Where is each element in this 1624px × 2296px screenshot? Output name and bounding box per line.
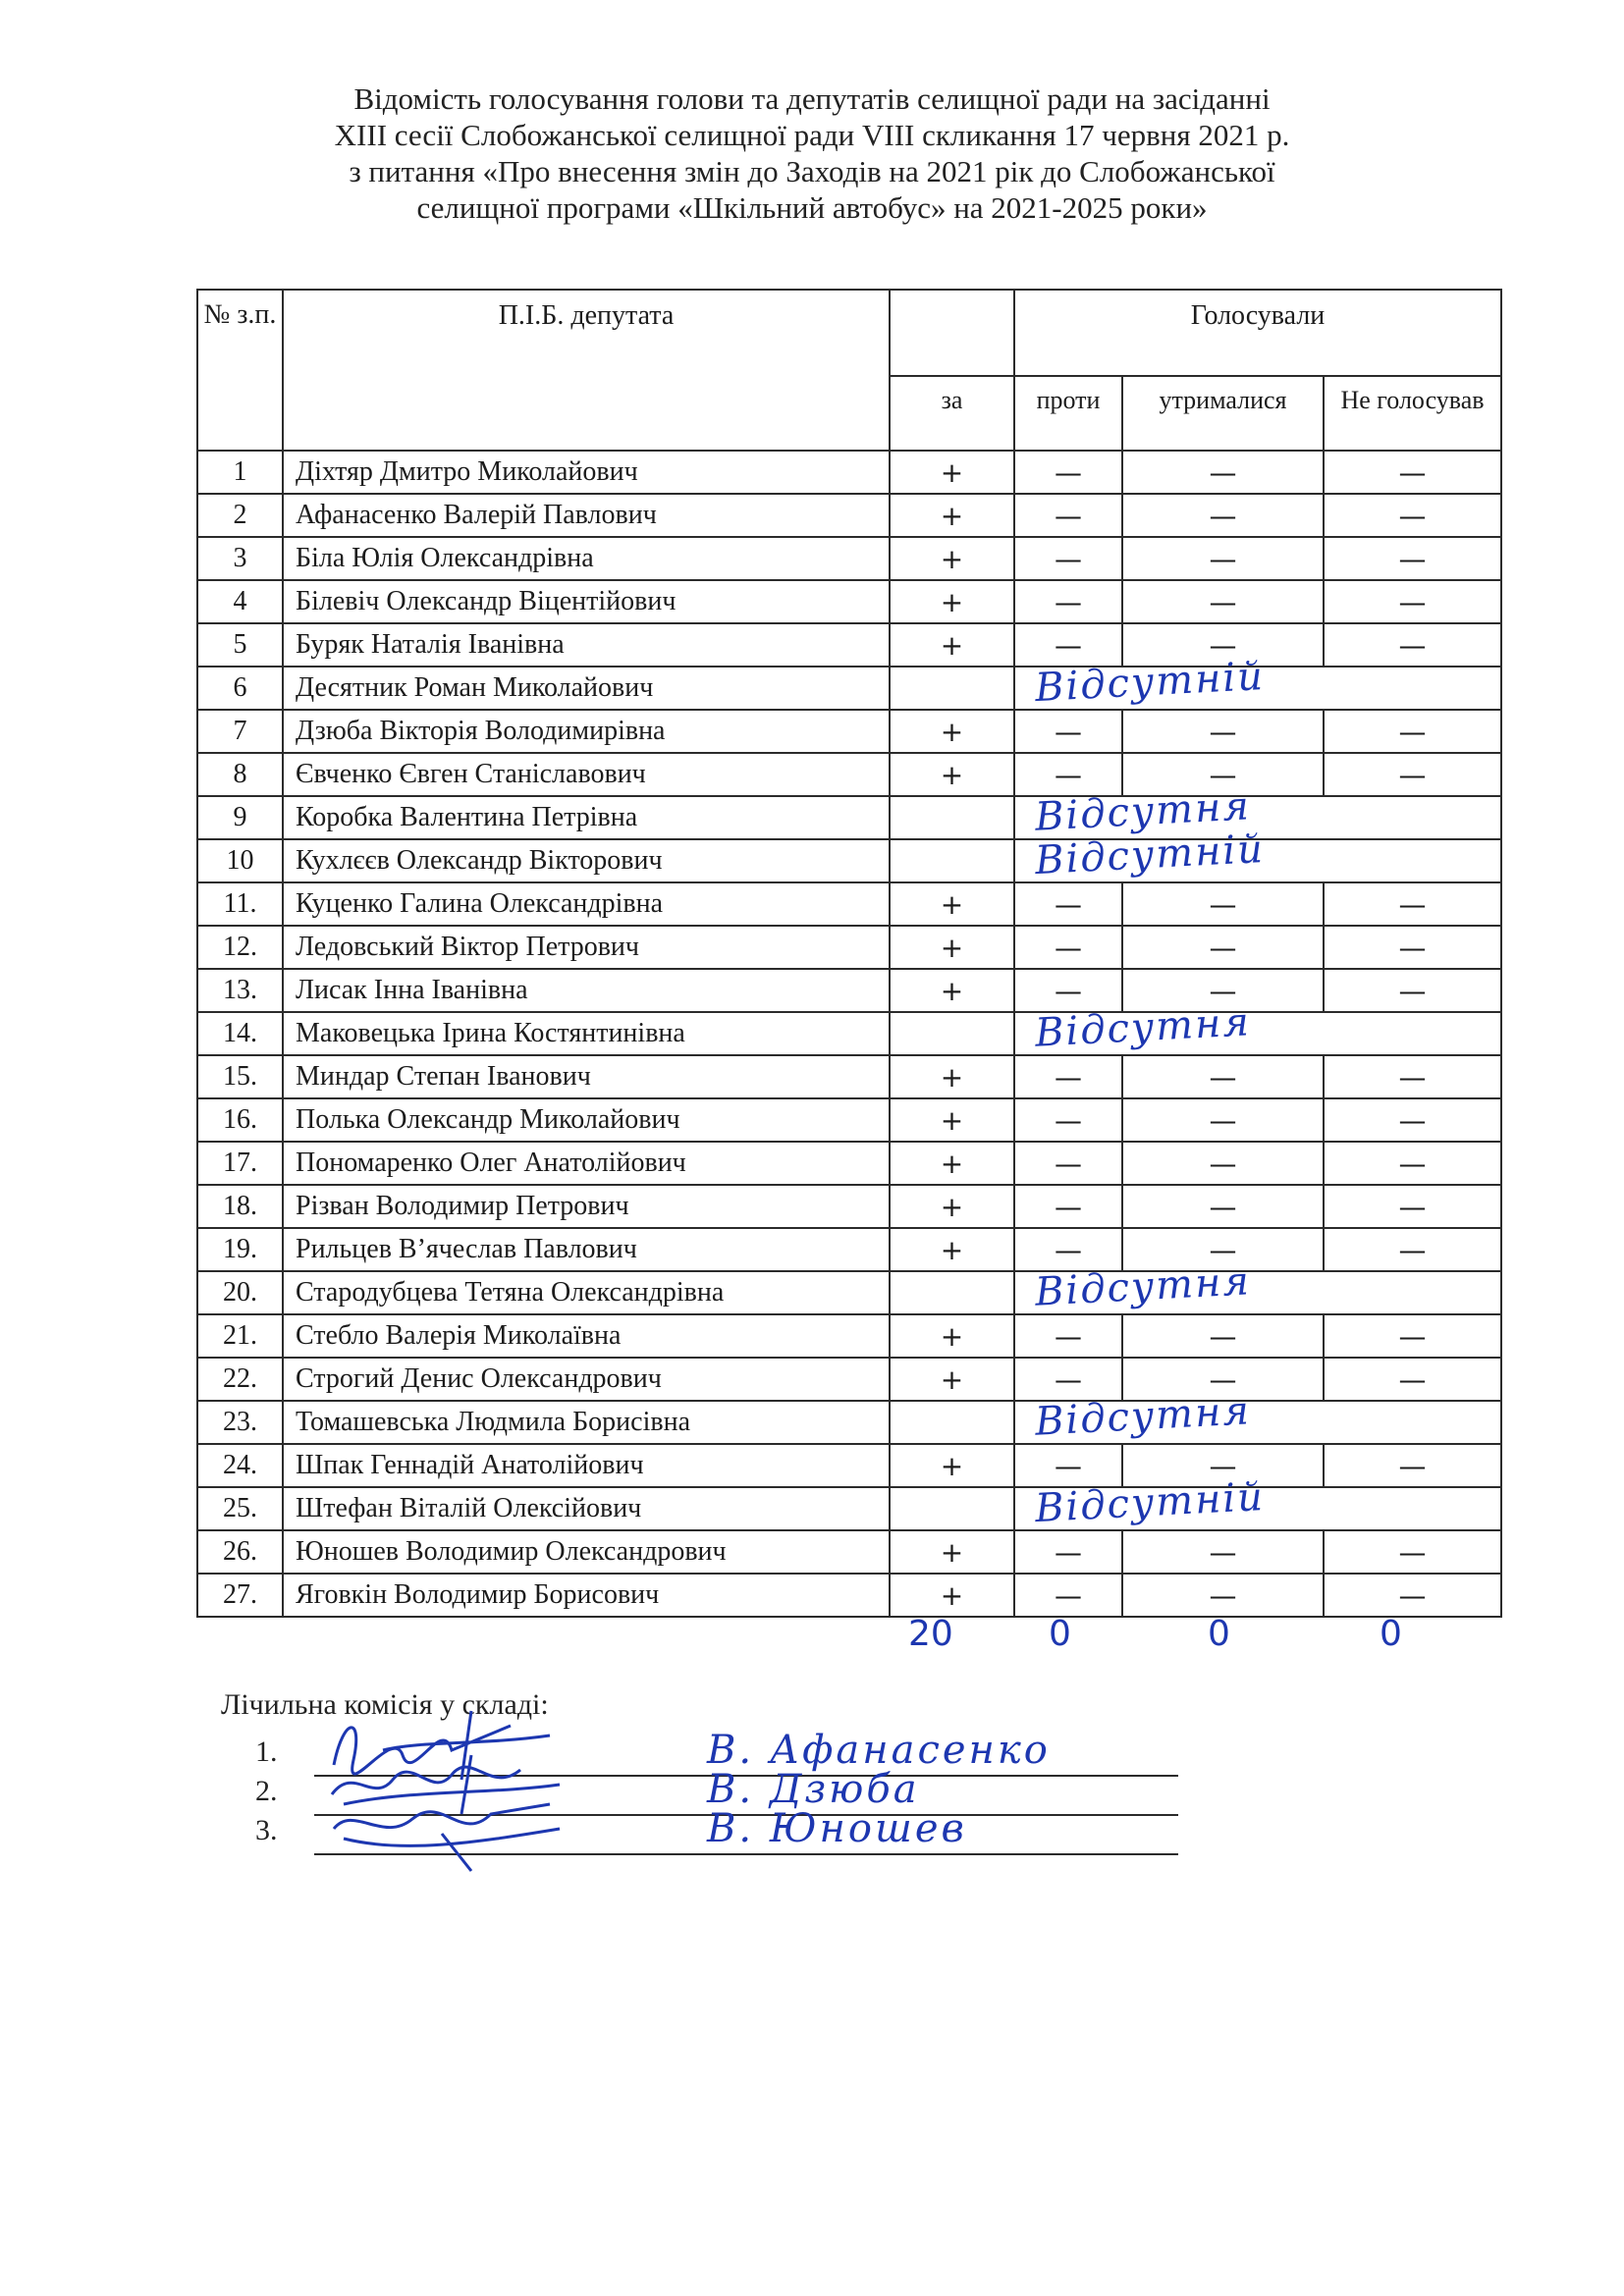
vote-ne-holosuvav-mark: —	[1324, 494, 1501, 537]
vote-za-cell	[890, 839, 1014, 882]
table-row	[197, 1444, 1501, 1487]
absent-note: Відсутній	[1033, 653, 1267, 712]
vote-za-mark: +	[890, 882, 1014, 926]
table-row	[197, 1401, 1501, 1444]
vote-proty-mark: —	[1014, 1142, 1122, 1185]
deputy-name: Дзюба Вікторія Володимирівна	[283, 710, 890, 753]
header-deputy-name: П.І.Б. депутата	[283, 290, 890, 451]
vote-za-mark: +	[890, 494, 1014, 537]
voting-table	[196, 289, 1502, 1618]
vote-za-mark: +	[890, 451, 1014, 494]
vote-proty-mark: —	[1014, 1055, 1122, 1098]
absent-cell	[1014, 1388, 1501, 1445]
row-number: 4	[197, 580, 283, 623]
vote-utrymalysia-mark: —	[1122, 1055, 1324, 1098]
table-row	[197, 1098, 1501, 1142]
deputy-name: Стебло Валерія Миколаївна	[283, 1314, 890, 1358]
vote-za-cell	[890, 1271, 1014, 1314]
vote-ne-holosuvav-mark: —	[1324, 1228, 1501, 1271]
table-row	[197, 580, 1501, 623]
row-number: 5	[197, 623, 283, 667]
vote-za-cell	[890, 1012, 1014, 1055]
vote-utrymalysia-mark: —	[1122, 1314, 1324, 1358]
total-za: 20	[908, 1614, 953, 1654]
deputy-name: Десятник Роман Миколайович	[283, 667, 890, 710]
row-number: 25.	[197, 1487, 283, 1530]
vote-ne-holosuvav-mark: —	[1324, 926, 1501, 969]
absent-cell	[1014, 1473, 1501, 1532]
vote-ne-holosuvav-mark: —	[1324, 1314, 1501, 1358]
member-name-handwritten: В. Дзюба	[707, 1767, 920, 1812]
vote-ne-holosuvav-mark: —	[1324, 1574, 1501, 1617]
vote-proty-mark: —	[1014, 1358, 1122, 1401]
row-number: 23.	[197, 1401, 283, 1444]
vote-za-mark: +	[890, 580, 1014, 623]
row-number: 10	[197, 839, 283, 882]
header-proty	[1014, 376, 1122, 451]
vote-proty-mark: —	[1014, 1228, 1122, 1271]
vote-za-mark: +	[890, 710, 1014, 753]
table-row	[197, 1314, 1501, 1358]
deputy-name: Афанасенко Валерій Павлович	[283, 494, 890, 537]
row-number: 13.	[197, 969, 283, 1012]
vote-utrymalysia-mark: —	[1122, 753, 1324, 796]
table-row	[197, 882, 1501, 926]
table-row	[197, 537, 1501, 580]
absent-cell	[1014, 1258, 1501, 1315]
vote-za-mark: +	[890, 1314, 1014, 1358]
table-row	[197, 1574, 1501, 1617]
deputy-name: Шпак Геннадій Анатолійович	[283, 1444, 890, 1487]
vote-proty-mark: —	[1014, 1098, 1122, 1142]
deputy-name: Біла Юлія Олександрівна	[283, 537, 890, 580]
table-row	[197, 796, 1501, 839]
vote-ne-holosuvav-mark: —	[1324, 969, 1501, 1012]
deputy-name: Рильцев В’ячеслав Павлович	[283, 1228, 890, 1271]
row-number: 16.	[197, 1098, 283, 1142]
deputy-name: Миндар Степан Іванович	[283, 1055, 890, 1098]
row-number: 15.	[197, 1055, 283, 1098]
vote-ne-holosuvav-mark: —	[1324, 1185, 1501, 1228]
header-voted: Голосували	[1014, 290, 1501, 376]
vote-za-cell	[890, 1487, 1014, 1530]
vote-proty-mark: —	[1014, 494, 1122, 537]
row-number: 24.	[197, 1444, 283, 1487]
deputy-name: Полька Олександр Миколайович	[283, 1098, 890, 1142]
commission-label: Лічильна комісія у складі:	[221, 1688, 549, 1721]
header-ne-holosuvav	[1324, 376, 1501, 451]
absent-note: Відсутній	[1033, 1473, 1267, 1532]
deputy-name: Білевіч Олександр Віцентійович	[283, 580, 890, 623]
deputy-name: Буряк Наталія Іванівна	[283, 623, 890, 667]
header-za-label: за	[941, 386, 963, 414]
absent-cell	[1014, 826, 1501, 884]
vote-proty-mark: —	[1014, 926, 1122, 969]
absent-note: Відсутня	[1033, 1388, 1252, 1445]
vote-za-cell	[890, 796, 1014, 839]
vote-ne-holosuvav-mark: —	[1324, 1358, 1501, 1401]
total-utrymalysia: 0	[1208, 1614, 1230, 1654]
title-line-2: XIII сесії Слобожанської селищної ради VIII скликання 17 червня 2021 р.	[334, 118, 1290, 152]
row-number: 22.	[197, 1358, 283, 1401]
vote-ne-holosuvav-mark: —	[1324, 753, 1501, 796]
vote-utrymalysia-mark: —	[1122, 537, 1324, 580]
table-row	[197, 1358, 1501, 1401]
header-proty-label: проти	[1036, 386, 1101, 414]
row-number: 19.	[197, 1228, 283, 1271]
vote-utrymalysia-mark: —	[1122, 580, 1324, 623]
vote-proty-mark: —	[1014, 1185, 1122, 1228]
vote-proty-mark: —	[1014, 969, 1122, 1012]
table-row	[197, 1142, 1501, 1185]
table-row	[197, 451, 1501, 494]
absent-note: Відсутня	[1033, 1258, 1252, 1315]
deputy-name: Діхтяр Дмитро Миколайович	[283, 451, 890, 494]
table-row	[197, 753, 1501, 796]
vote-utrymalysia-mark: —	[1122, 451, 1324, 494]
vote-proty-mark: —	[1014, 451, 1122, 494]
vote-proty-mark: —	[1014, 1574, 1122, 1617]
vote-ne-holosuvav-mark: —	[1324, 623, 1501, 667]
row-number: 3	[197, 537, 283, 580]
deputy-name: Коробка Валентина Петрівна	[283, 796, 890, 839]
deputy-name: Юношев Володимир Олександрович	[283, 1530, 890, 1574]
table-row	[197, 1055, 1501, 1098]
absent-note: Відсутня	[1033, 999, 1252, 1056]
title-line-3: з питання «Про внесення змін до Заходів на 2021 рік до Слобожанської	[349, 154, 1275, 188]
header-utrymalysia-label: утрималися	[1159, 386, 1287, 414]
table-row	[197, 1271, 1501, 1314]
row-number: 12.	[197, 926, 283, 969]
vote-utrymalysia-mark: —	[1122, 1444, 1324, 1487]
vote-utrymalysia-mark: —	[1122, 1142, 1324, 1185]
vote-ne-holosuvav-mark: —	[1324, 1530, 1501, 1574]
title-line-4: селищної програми «Шкільний автобус» на 2021-2025 роки»	[416, 190, 1208, 225]
vote-ne-holosuvav-mark: —	[1324, 1142, 1501, 1185]
row-number: 7	[197, 710, 283, 753]
row-number: 9	[197, 796, 283, 839]
deputy-name: Пономаренко Олег Анатолійович	[283, 1142, 890, 1185]
deputy-name: Яговкін Володимир Борисович	[283, 1574, 890, 1617]
deputy-name: Євченко Євген Станіславович	[283, 753, 890, 796]
table-row	[197, 1487, 1501, 1530]
table-row	[197, 667, 1501, 710]
vote-utrymalysia-mark: —	[1122, 1228, 1324, 1271]
table-row	[197, 926, 1501, 969]
vote-utrymalysia-mark: —	[1122, 1574, 1324, 1617]
vote-proty-mark: —	[1014, 623, 1122, 667]
absent-note: Відсутня	[1033, 783, 1252, 840]
vote-utrymalysia-mark: —	[1122, 1185, 1324, 1228]
row-number: 20.	[197, 1271, 283, 1314]
row-number: 8	[197, 753, 283, 796]
vote-ne-holosuvav-mark: —	[1324, 710, 1501, 753]
vote-za-mark: +	[890, 1098, 1014, 1142]
row-number: 2	[197, 494, 283, 537]
document-title	[0, 80, 1624, 226]
signature-scribble	[324, 1785, 579, 1873]
vote-utrymalysia-mark: —	[1122, 623, 1324, 667]
vote-ne-holosuvav-mark: —	[1324, 580, 1501, 623]
vote-proty-mark: —	[1014, 753, 1122, 796]
vote-za-mark: +	[890, 1574, 1014, 1617]
vote-za-mark: +	[890, 753, 1014, 796]
vote-za-mark: +	[890, 1358, 1014, 1401]
vote-proty-mark: —	[1014, 1530, 1122, 1574]
deputy-name: Куценко Галина Олександрівна	[283, 882, 890, 926]
member-number: 2.	[255, 1775, 278, 1807]
row-number: 14.	[197, 1012, 283, 1055]
vote-utrymalysia-mark: —	[1122, 1358, 1324, 1401]
vote-proty-mark: —	[1014, 580, 1122, 623]
vote-proty-mark: —	[1014, 710, 1122, 753]
title-line-1: Відомість голосування голови та депутатів селищної ради на засіданні	[353, 81, 1271, 116]
table-row	[197, 1228, 1501, 1271]
vote-proty-mark: —	[1014, 1314, 1122, 1358]
table-row	[197, 969, 1501, 1012]
vote-za-cell	[890, 667, 1014, 710]
row-number: 21.	[197, 1314, 283, 1358]
commission-member-3	[255, 1806, 1178, 1861]
member-name-handwritten: В. Афанасенко	[707, 1728, 1051, 1773]
deputy-name: Ледовський Віктор Петрович	[283, 926, 890, 969]
vote-za-mark: +	[890, 623, 1014, 667]
row-number: 17.	[197, 1142, 283, 1185]
vote-ne-holosuvav-mark: —	[1324, 1098, 1501, 1142]
header-blank	[890, 290, 1014, 376]
deputy-name: Строгий Денис Олександрович	[283, 1358, 890, 1401]
vote-utrymalysia-mark: —	[1122, 926, 1324, 969]
vote-utrymalysia-mark: —	[1122, 710, 1324, 753]
vote-za-mark: +	[890, 969, 1014, 1012]
table-row	[197, 494, 1501, 537]
member-number: 1.	[255, 1735, 278, 1768]
deputy-name: Лисак Інна Іванівна	[283, 969, 890, 1012]
vote-utrymalysia-mark: —	[1122, 494, 1324, 537]
deputy-name: Томашевська Людмила Борисівна	[283, 1401, 890, 1444]
voting-table-body	[197, 451, 1501, 1617]
deputy-name: Кухлєєв Олександр Вікторович	[283, 839, 890, 882]
vote-za-mark: +	[890, 1142, 1014, 1185]
vote-utrymalysia-mark: —	[1122, 969, 1324, 1012]
table-row	[197, 623, 1501, 667]
row-number: 18.	[197, 1185, 283, 1228]
vote-ne-holosuvav-mark: —	[1324, 1055, 1501, 1098]
member-name-handwritten: В. Юношев	[707, 1806, 967, 1851]
vote-za-mark: +	[890, 537, 1014, 580]
table-row	[197, 839, 1501, 882]
vote-ne-holosuvav-mark: —	[1324, 882, 1501, 926]
vote-za-mark: +	[890, 1185, 1014, 1228]
vote-za-mark: +	[890, 1055, 1014, 1098]
vote-za-mark: +	[890, 926, 1014, 969]
row-number: 6	[197, 667, 283, 710]
vote-utrymalysia-mark: —	[1122, 1098, 1324, 1142]
table-row	[197, 1012, 1501, 1055]
total-ne-holosuvav: 0	[1380, 1614, 1402, 1654]
header-za	[890, 376, 1014, 451]
header-ne-holosuvav-label: Не голосував	[1340, 386, 1485, 414]
absent-cell	[1014, 653, 1501, 712]
vote-proty-mark: —	[1014, 537, 1122, 580]
vote-proty-mark: —	[1014, 1444, 1122, 1487]
table-row	[197, 1530, 1501, 1574]
row-number: 1	[197, 451, 283, 494]
table-row	[197, 1185, 1501, 1228]
row-number: 26.	[197, 1530, 283, 1574]
member-number: 3.	[255, 1814, 278, 1846]
deputy-name: Штефан Віталій Олексійович	[283, 1487, 890, 1530]
vote-ne-holosuvav-mark: —	[1324, 451, 1501, 494]
deputy-name: Різван Володимир Петрович	[283, 1185, 890, 1228]
absent-note: Відсутній	[1033, 826, 1267, 884]
vote-utrymalysia-mark: —	[1122, 1530, 1324, 1574]
table-row	[197, 710, 1501, 753]
vote-za-mark: +	[890, 1530, 1014, 1574]
total-proty: 0	[1049, 1614, 1071, 1654]
row-number: 27.	[197, 1574, 283, 1617]
vote-za-cell	[890, 1401, 1014, 1444]
deputy-name: Стародубцева Тетяна Олександрівна	[283, 1271, 890, 1314]
vote-za-mark: +	[890, 1444, 1014, 1487]
vote-totals	[0, 1614, 1624, 1673]
row-number: 11.	[197, 882, 283, 926]
absent-cell	[1014, 999, 1501, 1056]
header-utrymalysia	[1122, 376, 1324, 451]
vote-ne-holosuvav-mark: —	[1324, 537, 1501, 580]
vote-utrymalysia-mark: —	[1122, 882, 1324, 926]
header-number: № з.п.	[197, 290, 283, 451]
vote-proty-mark: —	[1014, 882, 1122, 926]
vote-ne-holosuvav-mark: —	[1324, 1444, 1501, 1487]
deputy-name: Маковецька Ірина Костянтинівна	[283, 1012, 890, 1055]
vote-za-mark: +	[890, 1228, 1014, 1271]
